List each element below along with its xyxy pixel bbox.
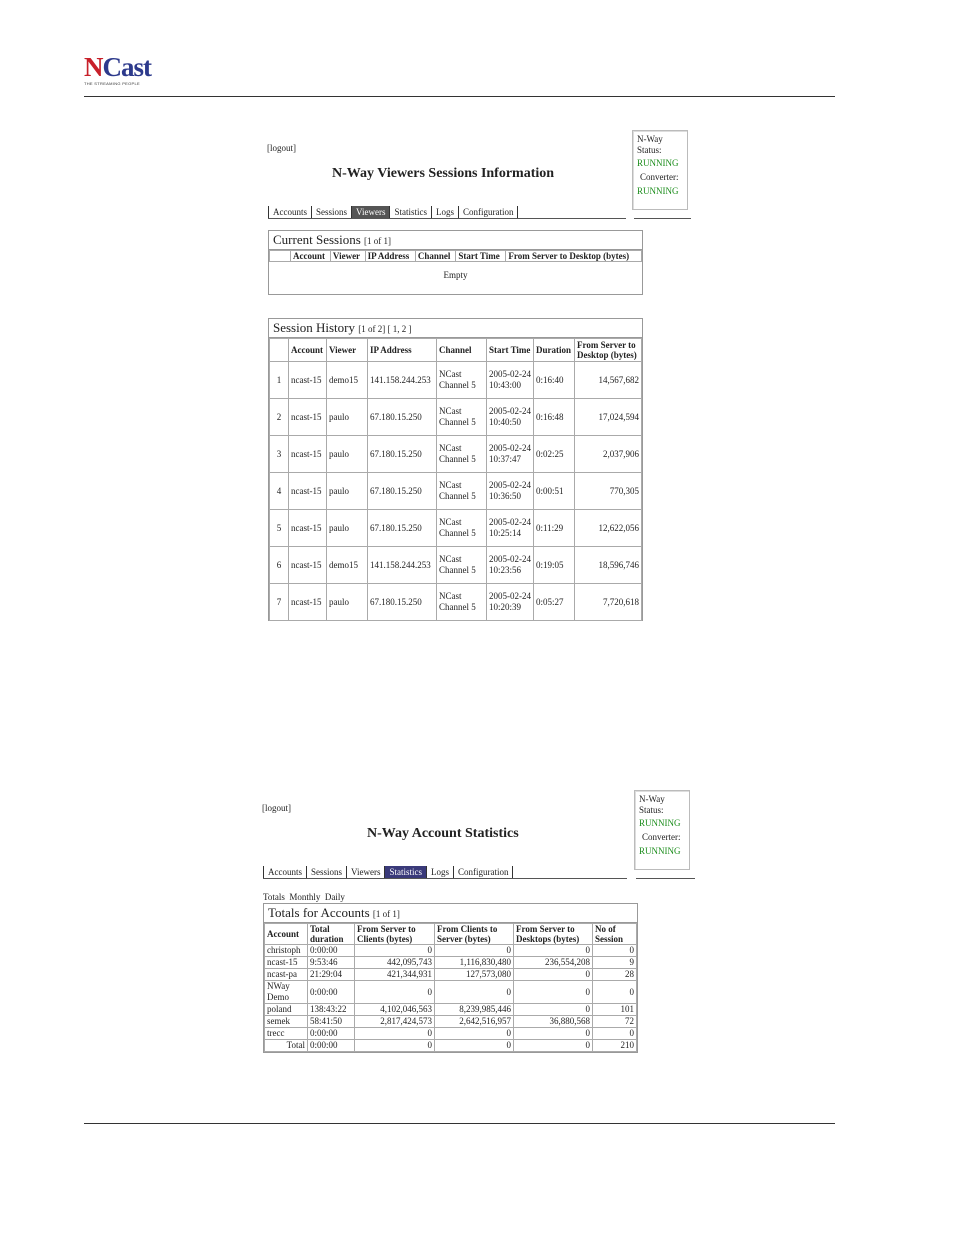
table-row bbox=[270, 399, 642, 436]
tab-viewers[interactable]: Viewers bbox=[346, 866, 384, 878]
table-cell-start: 2005-02-24 10:37:47 bbox=[487, 436, 534, 473]
table-cell: 0 bbox=[435, 1040, 514, 1052]
table-cell-ip: 67.180.15.250 bbox=[368, 510, 437, 547]
converter-value: RUNNING bbox=[637, 186, 679, 196]
table-cell-ip: 141.158.244.253 bbox=[368, 547, 437, 584]
session-history-table bbox=[269, 338, 642, 621]
subtab-monthly[interactable]: Monthly bbox=[289, 892, 321, 902]
table-cell-bytes: 18,596,746 bbox=[575, 547, 642, 584]
table-cell-bytes: 2,037,906 bbox=[575, 436, 642, 473]
table-row bbox=[270, 584, 642, 621]
column-header: Channel bbox=[415, 251, 455, 262]
table-cell-viewer: paulo bbox=[327, 510, 368, 547]
table-cell: 21:29:04 bbox=[308, 969, 355, 981]
table-cell-duration: 0:16:40 bbox=[534, 362, 575, 399]
table-row bbox=[265, 1016, 637, 1028]
totals-panel bbox=[263, 903, 638, 1053]
table-cell: 421,344,931 bbox=[355, 969, 435, 981]
tab-configuration[interactable]: Configuration bbox=[458, 206, 519, 218]
table-cell-channel: NCast Channel 5 bbox=[437, 584, 487, 621]
current-sessions-panel bbox=[268, 230, 643, 295]
column-header: From Server to Desktop (bytes) bbox=[575, 339, 642, 362]
table-cell: 0 bbox=[593, 1028, 637, 1040]
table-cell-bytes: 770,305 bbox=[575, 473, 642, 510]
status-value: RUNNING bbox=[637, 158, 679, 168]
converter-value: RUNNING bbox=[639, 846, 681, 856]
table-cell: 0:00:00 bbox=[308, 1028, 355, 1040]
column-header bbox=[270, 339, 289, 362]
status-label: Status: bbox=[639, 805, 664, 815]
status-panel bbox=[632, 130, 688, 210]
table-cell-ip: 67.180.15.250 bbox=[368, 584, 437, 621]
table-cell-account: ncast-15 bbox=[289, 436, 327, 473]
table-cell-bytes: 7,720,618 bbox=[575, 584, 642, 621]
table-cell: 210 bbox=[593, 1040, 637, 1052]
logout-link[interactable]: [logout] bbox=[262, 803, 291, 813]
table-cell: 0 bbox=[593, 945, 637, 957]
table-cell-n: 6 bbox=[270, 547, 289, 584]
table-cell-viewer: paulo bbox=[327, 584, 368, 621]
header-rule bbox=[84, 96, 835, 97]
table-cell-ip: 67.180.15.250 bbox=[368, 399, 437, 436]
current-sessions-title: Current Sessions [1 of 1] bbox=[269, 231, 642, 250]
session-history-pager[interactable]: [1 of 2] [ 1, 2 ] bbox=[358, 324, 412, 334]
column-header: No of Session bbox=[593, 924, 637, 945]
table-cell-account: ncast-15 bbox=[289, 584, 327, 621]
column-header: Start Time bbox=[456, 251, 506, 262]
table-row bbox=[270, 436, 642, 473]
table-cell: NWay Demo bbox=[265, 981, 308, 1004]
table-cell-bytes: 14,567,682 bbox=[575, 362, 642, 399]
table-cell-viewer: demo15 bbox=[327, 547, 368, 584]
tab-statistics[interactable]: Statistics bbox=[389, 206, 431, 218]
tab-accounts[interactable]: Accounts bbox=[263, 866, 306, 878]
table-cell: semek bbox=[265, 1016, 308, 1028]
table-cell-start: 2005-02-24 10:40:50 bbox=[487, 399, 534, 436]
column-header: From Server to Desktop (bytes) bbox=[506, 251, 642, 262]
table-cell: 0 bbox=[355, 1040, 435, 1052]
tab-statistics[interactable]: Statistics bbox=[384, 866, 426, 878]
table-cell-duration: 0:05:27 bbox=[534, 584, 575, 621]
column-header: Viewer bbox=[327, 339, 368, 362]
table-row bbox=[265, 1040, 637, 1052]
table-cell: christoph bbox=[265, 945, 308, 957]
table-cell-viewer: paulo bbox=[327, 473, 368, 510]
table-cell: 58:41:50 bbox=[308, 1016, 355, 1028]
column-header: Viewer bbox=[330, 251, 365, 262]
table-cell-channel: NCast Channel 5 bbox=[437, 547, 487, 584]
table-cell-account: ncast-15 bbox=[289, 399, 327, 436]
table-cell-duration: 0:00:51 bbox=[534, 473, 575, 510]
table-cell-n: 1 bbox=[270, 362, 289, 399]
table-cell: 9:53:46 bbox=[308, 957, 355, 969]
table-cell: 8,239,985,446 bbox=[435, 1004, 514, 1016]
tab-accounts[interactable]: Accounts bbox=[268, 206, 311, 218]
table-cell-n: 5 bbox=[270, 510, 289, 547]
table-cell: 0:00:00 bbox=[308, 1040, 355, 1052]
table-cell: 0:00:00 bbox=[308, 981, 355, 1004]
table-cell: 0 bbox=[514, 945, 593, 957]
table-cell-n: 4 bbox=[270, 473, 289, 510]
status-label: N-Way bbox=[639, 794, 665, 804]
table-cell: 0 bbox=[435, 981, 514, 1004]
table-cell-n: 7 bbox=[270, 584, 289, 621]
table-cell-channel: NCast Channel 5 bbox=[437, 362, 487, 399]
table-row bbox=[270, 473, 642, 510]
table-cell-account: ncast-15 bbox=[289, 547, 327, 584]
table-cell-start: 2005-02-24 10:20:39 bbox=[487, 584, 534, 621]
table-cell: 127,573,080 bbox=[435, 969, 514, 981]
table-cell-viewer: demo15 bbox=[327, 362, 368, 399]
table-cell-channel: NCast Channel 5 bbox=[437, 473, 487, 510]
table-row bbox=[265, 1028, 637, 1040]
table-cell-n: 2 bbox=[270, 399, 289, 436]
tab-logs[interactable]: Logs bbox=[431, 206, 458, 218]
table-cell: 0 bbox=[355, 945, 435, 957]
table-cell: 0 bbox=[514, 1040, 593, 1052]
table-cell-account: ncast-15 bbox=[289, 362, 327, 399]
table-cell-duration: 0:11:29 bbox=[534, 510, 575, 547]
table-cell: 0:00:00 bbox=[308, 945, 355, 957]
converter-label: Converter: bbox=[640, 172, 679, 182]
tab-viewers[interactable]: Viewers bbox=[351, 206, 389, 218]
logo-tagline: THE STREAMING PEOPLE bbox=[84, 81, 141, 86]
table-row bbox=[265, 957, 637, 969]
table-cell-account: ncast-15 bbox=[289, 510, 327, 547]
table-cell: 0 bbox=[514, 1004, 593, 1016]
tab-rule bbox=[636, 878, 695, 879]
table-cell: 0 bbox=[593, 981, 637, 1004]
table-cell: 28 bbox=[593, 969, 637, 981]
table-cell: trecc bbox=[265, 1028, 308, 1040]
column-header: Start Time bbox=[487, 339, 534, 362]
current-sessions-table bbox=[269, 250, 642, 288]
table-cell-start: 2005-02-24 10:43:00 bbox=[487, 362, 534, 399]
table-cell: 72 bbox=[593, 1016, 637, 1028]
table-cell: 0 bbox=[514, 981, 593, 1004]
table-cell-n: 3 bbox=[270, 436, 289, 473]
table-cell-channel: NCast Channel 5 bbox=[437, 510, 487, 547]
table-row bbox=[265, 969, 637, 981]
page-title: N-Way Account Statistics bbox=[367, 826, 519, 841]
table-cell-start: 2005-02-24 10:25:14 bbox=[487, 510, 534, 547]
table-cell: 0 bbox=[435, 1028, 514, 1040]
table-cell: 0 bbox=[355, 1028, 435, 1040]
table-cell-bytes: 17,024,594 bbox=[575, 399, 642, 436]
status-value: RUNNING bbox=[639, 818, 681, 828]
totals-table bbox=[264, 923, 637, 1052]
table-row bbox=[270, 362, 642, 399]
column-header: IP Address bbox=[365, 251, 415, 262]
table-cell: 2,817,424,573 bbox=[355, 1016, 435, 1028]
table-cell: 101 bbox=[593, 1004, 637, 1016]
table-cell-account: ncast-15 bbox=[289, 473, 327, 510]
table-cell: ncast-pa bbox=[265, 969, 308, 981]
column-header bbox=[270, 251, 291, 262]
current-sessions-pager[interactable]: [1 of 1] bbox=[364, 236, 391, 246]
session-history-panel bbox=[268, 318, 643, 621]
table-cell: 2,642,516,957 bbox=[435, 1016, 514, 1028]
ncast-logo bbox=[84, 54, 151, 86]
tab-configuration[interactable]: Configuration bbox=[453, 866, 514, 878]
table-cell: 0 bbox=[435, 945, 514, 957]
status-label: Status: bbox=[637, 145, 662, 155]
column-header: IP Address bbox=[368, 339, 437, 362]
nav-tabs bbox=[268, 206, 626, 219]
column-header: Channel bbox=[437, 339, 487, 362]
status-label: N-Way bbox=[637, 134, 663, 144]
column-header: Total duration bbox=[308, 924, 355, 945]
totals-pager[interactable]: [1 of 1] bbox=[372, 909, 400, 919]
tab-rule bbox=[634, 218, 691, 219]
column-header: From Clients to Server (bytes) bbox=[435, 924, 514, 945]
totals-title: Totals for Accounts [1 of 1] bbox=[264, 904, 637, 923]
table-cell-ip: 141.158.244.253 bbox=[368, 362, 437, 399]
table-row bbox=[265, 1004, 637, 1016]
nav-tabs bbox=[263, 866, 627, 879]
table-cell: 138:43:22 bbox=[308, 1004, 355, 1016]
table-cell-bytes: 12,622,056 bbox=[575, 510, 642, 547]
tab-sessions[interactable]: Sessions bbox=[311, 206, 351, 218]
table-cell-ip: 67.180.15.250 bbox=[368, 436, 437, 473]
table-cell: 0 bbox=[514, 1028, 593, 1040]
table-cell-duration: 0:02:25 bbox=[534, 436, 575, 473]
subtabs bbox=[263, 892, 345, 902]
table-cell: 236,554,208 bbox=[514, 957, 593, 969]
table-row bbox=[265, 945, 637, 957]
status-panel bbox=[634, 790, 690, 870]
column-header: Account bbox=[289, 339, 327, 362]
subtab-totals[interactable]: Totals bbox=[263, 892, 285, 902]
table-cell: poland bbox=[265, 1004, 308, 1016]
table-cell: 9 bbox=[593, 957, 637, 969]
column-header: Account bbox=[291, 251, 331, 262]
column-header: Duration bbox=[534, 339, 575, 362]
table-cell-ip: 67.180.15.250 bbox=[368, 473, 437, 510]
tab-sessions[interactable]: Sessions bbox=[306, 866, 346, 878]
table-cell-viewer: paulo bbox=[327, 399, 368, 436]
logo-cast: Cast bbox=[102, 52, 151, 82]
table-cell: 0 bbox=[355, 981, 435, 1004]
subtab-daily[interactable]: Daily bbox=[324, 892, 345, 902]
column-header: From Server to Desktops (bytes) bbox=[514, 924, 593, 945]
table-cell-start: 2005-02-24 10:23:56 bbox=[487, 547, 534, 584]
table-cell-duration: 0:16:48 bbox=[534, 399, 575, 436]
table-row bbox=[265, 981, 637, 1004]
table-cell: ncast-15 bbox=[265, 957, 308, 969]
column-header: Account bbox=[265, 924, 308, 945]
logo-n: N bbox=[84, 52, 103, 82]
table-cell: 1,116,830,480 bbox=[435, 957, 514, 969]
table-cell-channel: NCast Channel 5 bbox=[437, 399, 487, 436]
table-cell-viewer: paulo bbox=[327, 436, 368, 473]
empty-message: Empty bbox=[443, 270, 468, 280]
logout-link[interactable]: [logout] bbox=[267, 143, 296, 153]
tab-logs[interactable]: Logs bbox=[426, 866, 453, 878]
session-history-title: Session History [1 of 2] [ 1, 2 ] bbox=[269, 319, 642, 338]
converter-label: Converter: bbox=[642, 832, 681, 842]
table-row bbox=[270, 547, 642, 584]
table-cell: 36,880,568 bbox=[514, 1016, 593, 1028]
table-cell: 442,095,743 bbox=[355, 957, 435, 969]
column-header: From Server to Clients (bytes) bbox=[355, 924, 435, 945]
table-cell: 0 bbox=[514, 969, 593, 981]
table-row bbox=[270, 510, 642, 547]
table-cell-start: 2005-02-24 10:36:50 bbox=[487, 473, 534, 510]
footer-rule bbox=[84, 1123, 835, 1124]
table-cell-channel: NCast Channel 5 bbox=[437, 436, 487, 473]
page-title: N-Way Viewers Sessions Information bbox=[332, 166, 555, 181]
table-cell: 4,102,046,563 bbox=[355, 1004, 435, 1016]
table-cell: Total bbox=[265, 1040, 308, 1052]
table-cell-duration: 0:19:05 bbox=[534, 547, 575, 584]
